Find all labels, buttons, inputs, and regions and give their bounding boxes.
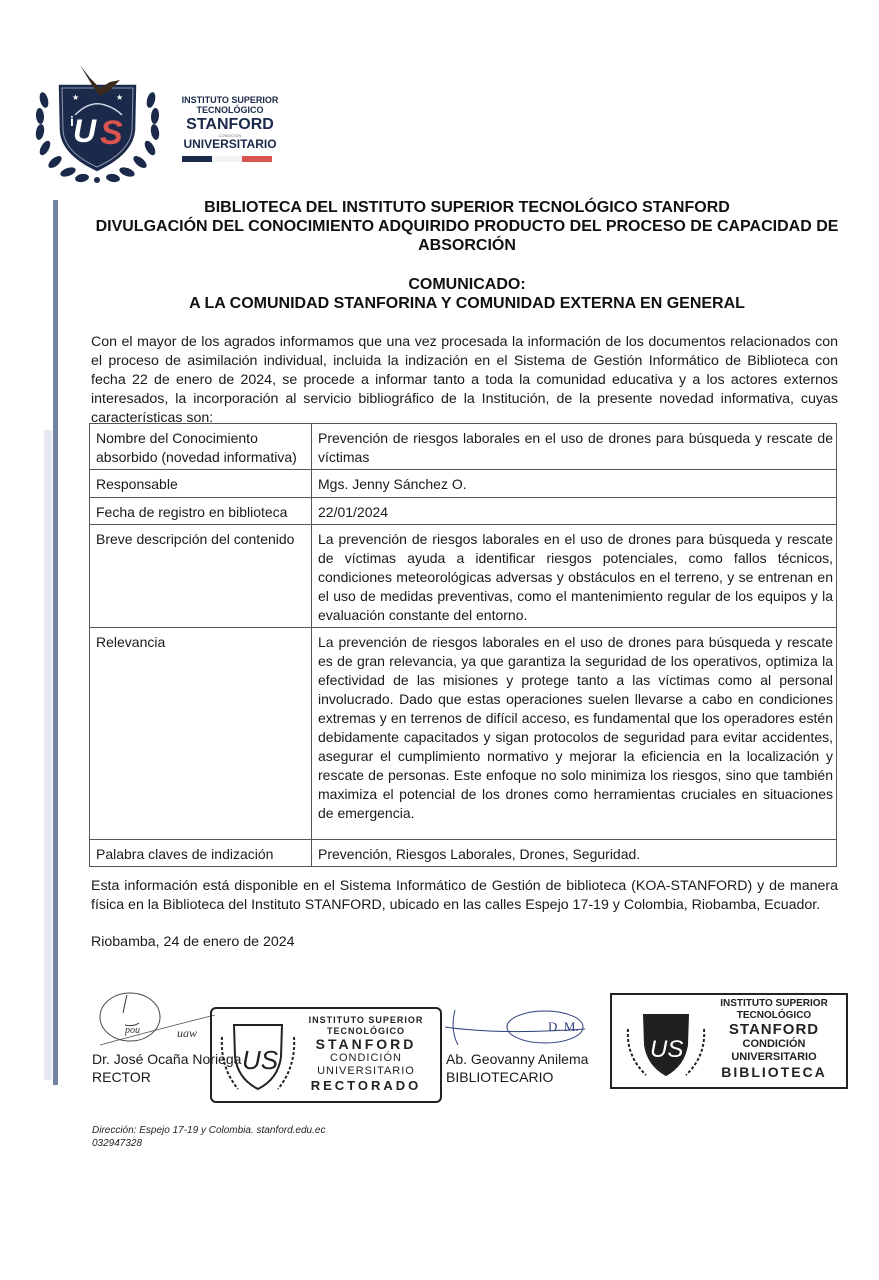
row-label: Palabra claves de indización (90, 840, 312, 867)
biblioteca-stamp (610, 993, 848, 1089)
stamp-line: STANFORD (728, 1021, 820, 1038)
title-line-3: ABSORCIÓN (418, 237, 516, 254)
stamp-line: INSTITUTO SUPERIOR (308, 1015, 424, 1025)
stamp-line: TECNOLÓGICO (736, 1010, 812, 1021)
communique-heading (80, 275, 854, 313)
logo-wordmark (180, 95, 280, 151)
rector-role: RECTOR (92, 1069, 151, 1085)
title-line-1: BIBLIOTECA DEL INSTITUTO SUPERIOR TECNOLÓGICO STANFORD (204, 199, 730, 216)
logo-line-tecnologico: TECNOLÓGICO (196, 105, 264, 115)
availability-paragraph: Esta información está disponible en el Sistema Informático de Gestión de biblioteca (KOA-STANFORD) y de manera física en la Biblioteca del Instituto STANFORD, ubicado en las calles Espejo 17-19 y Colombia, Riobamba, Ecuador. (91, 878, 838, 913)
librarian-role: BIBLIOTECARIO (446, 1069, 554, 1085)
svg-text:US: US (242, 1045, 279, 1075)
knowledge-info-table (89, 423, 837, 867)
table-row (90, 424, 837, 470)
rector-name: Dr. José Ocaña Noriega (92, 1051, 242, 1067)
row-label: Responsable (90, 470, 312, 498)
table-row (90, 840, 837, 867)
stamp-line: CONDICIÓN (742, 1038, 806, 1050)
row-value: Prevención, Riesgos Laborales, Drones, Seguridad. (312, 840, 837, 867)
stamp-line: STANFORD (315, 1036, 417, 1052)
row-value: Prevención de riesgos laborales en el uso de drones para búsqueda y rescate de víctimas (312, 424, 837, 470)
librarian-name: Ab. Geovanny Anilema (446, 1051, 589, 1067)
row-value: 22/01/2024 (312, 498, 837, 525)
row-label: Relevancia (90, 628, 312, 840)
table-row (90, 470, 837, 498)
footer-address: Dirección: Espejo 17-19 y Colombia. stanford.edu.ec (92, 1125, 326, 1136)
row-value: Mgs. Jenny Sánchez O. (312, 470, 837, 498)
stamp-line: INSTITUTO SUPERIOR (720, 998, 828, 1009)
shield-crest-icon (30, 60, 165, 190)
row-label: Fecha de registro en biblioteca (90, 498, 312, 525)
logo-color-bar (182, 156, 272, 162)
intro-paragraph: Con el mayor de los agrados informamos que una vez procesada la información de los documentos relacionados con el proceso de asimilación individual, incluida la indización en el Sistema de Gestión Informático de Biblioteca con fecha 22 de enero de 2024, se procede a informar tanto a toda la comunidad educativa y a los actores externos interesados, la incorporación al servicio bibliográfico de la Institución, de la presente novedad informativa, cuyas características son: (91, 334, 838, 426)
stamp-line: BIBLIOTECA (721, 1064, 827, 1080)
rector-signature-icon (95, 985, 225, 1055)
logo-line-institute: INSTITUTO SUPERIOR (181, 95, 279, 105)
svg-text:★: ★ (72, 93, 80, 102)
footer (92, 1124, 325, 1150)
binding-stripe (53, 200, 58, 1085)
svg-text:U: U (73, 113, 97, 149)
librarian-signature-block (446, 1050, 588, 1086)
row-label: Breve descripción del contenido (90, 525, 312, 628)
subtitle-line-2: A LA COMUNIDAD STANFORINA Y COMUNIDAD EXTERNA EN GENERAL (189, 295, 745, 312)
stamp-line: CONDICIÓN (330, 1052, 402, 1064)
row-value: La prevención de riesgos laborales en el uso de drones para búsqueda y rescate de víctimas ayuda a identificar riesgos potenciales, como fallos técnicos, condiciones meteorológicas adversas y obstáculos en el terreno, y se entrenan en el uso de medidas preventivas, como el mantenimiento regular de los equipos y la evaluación constante del entorno. (312, 525, 837, 628)
svg-text:US: US (650, 1036, 684, 1063)
rectorado-stamp (210, 1007, 442, 1103)
institution-logo (30, 60, 165, 190)
stamp-crest-icon (620, 1001, 710, 1083)
stamp-line: UNIVERSITARIO (317, 1065, 415, 1077)
svg-text:uaw: uaw (177, 1026, 198, 1040)
stamp-crest-icon (218, 1017, 298, 1097)
footer-phone: 032947328 (92, 1138, 143, 1149)
stamp-line: TECNOLÓGICO (327, 1026, 405, 1036)
subtitle-line-1: COMUNICADO: (408, 276, 526, 293)
scan-edge-shadow (44, 430, 52, 1080)
logo-line-condicion: CONDICIÓN (218, 133, 242, 138)
place-date: Riobamba, 24 de enero de 2024 (91, 934, 295, 950)
logo-line-universitario: UNIVERSITARIO (183, 137, 277, 151)
svg-text:S: S (100, 114, 123, 152)
title-line-2: DIVULGACIÓN DEL CONOCIMIENTO ADQUIRIDO PRODUCTO DEL PROCESO DE CAPACIDAD DE (95, 218, 839, 235)
stamp-line: UNIVERSITARIO (731, 1051, 817, 1063)
row-value: La prevención de riesgos laborales en el uso de drones para búsqueda y rescate es de gran relevancia, ya que garantiza la seguridad de los operativos, optimiza la efectividad de las misiones y protege tanto a las víctimas como al personal involucrado. Dado que estas operaciones suelen llevarse a cabo en condiciones extremas y en terrenos de difícil acceso, es fundamental que los operadores estén debidamente capacitados y sigan protocolos de seguridad para evitar accidentes, asegurar el cumplimiento normativo y mejorar la eficiencia en la localización y rescate de personas. Este enfoque no solo minimiza los riesgos, sino que también maximiza el potencial de los drones como herramientas cruciales en situaciones de emergencia. (312, 628, 837, 840)
document-title (80, 198, 854, 255)
row-label: Nombre del Conocimiento absorbido (novedad informativa) (90, 424, 312, 470)
table-row (90, 525, 837, 628)
table-row (90, 628, 837, 840)
logo-line-stanford: STANFORD (186, 116, 274, 133)
svg-text:i: i (70, 113, 74, 129)
table-row (90, 498, 837, 525)
svg-text:D. M.: D. M. (548, 1019, 579, 1034)
svg-text:★: ★ (116, 93, 124, 102)
svg-text:pou: pou (125, 1025, 140, 1036)
stamp-line: RECTORADO (310, 1078, 422, 1093)
librarian-signature-icon (440, 1005, 590, 1050)
